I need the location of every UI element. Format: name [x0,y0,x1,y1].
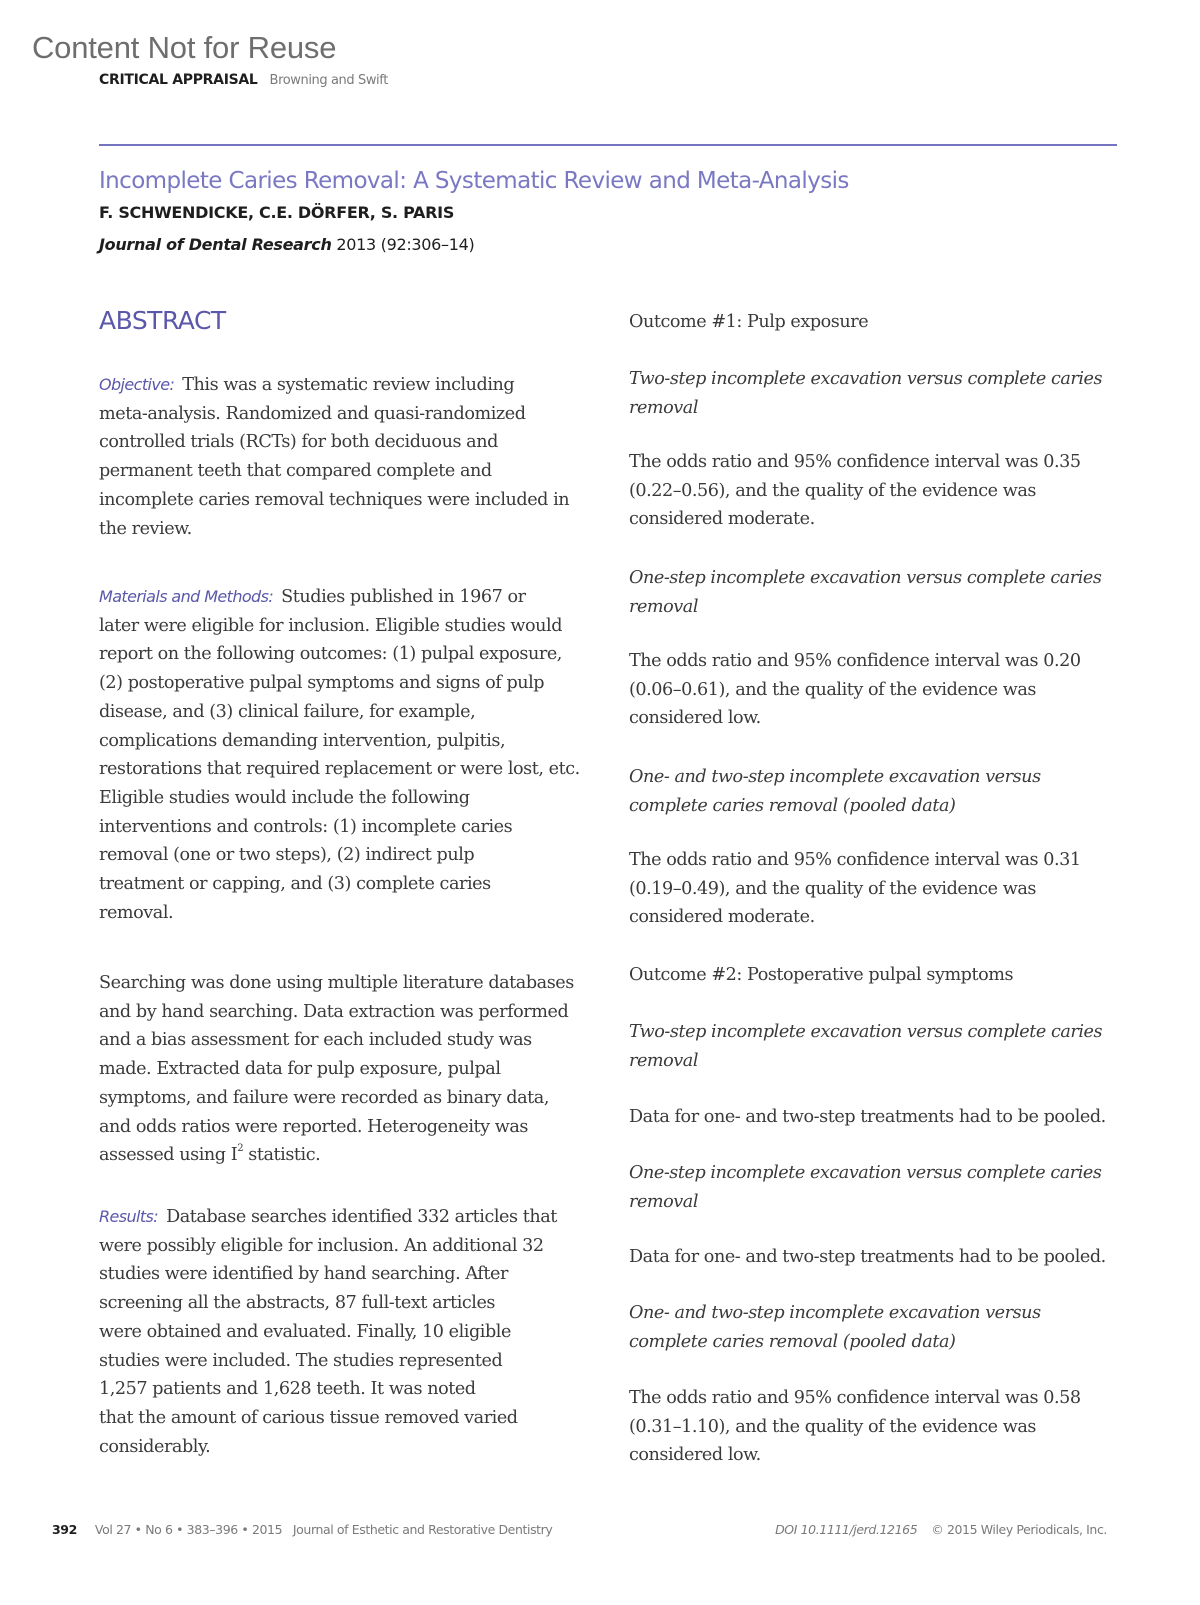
abstract-paragraph-line: studies were included. The studies represented [99,1350,503,1371]
comparison-subheading: removal [629,397,699,418]
abstract-paragraph-line: Eligible studies would include the following [99,787,470,808]
comparison-subheading: removal [629,596,699,617]
comparison-subheading: One- and two-step incomplete excavation versus [629,1303,1041,1323]
abstract-paragraph-line: removal (one or two steps), (2) indirect pulp [99,845,475,866]
footer-right [775,1522,1107,1537]
result-text: considered low. [629,1445,761,1466]
comparison-subheading: complete caries removal (pooled data) [629,1331,956,1352]
comparison-subheading: One-step incomplete excavation versus complete caries [629,1163,1102,1183]
article-title: Incomplete Caries Removal: A Systematic Review and Meta-Analysis [99,168,849,194]
abstract-paragraph-line: (2) postoperative pulpal symptoms and signs of pulp [99,673,545,694]
abstract-paragraph-line: were obtained and evaluated. Finally, 10 eligible [99,1321,511,1342]
line-text: Database searches identified 332 articles that [166,1207,557,1227]
result-text: considered moderate. [629,509,815,530]
abstract-paragraph-line: 1,257 patients and 1,628 teeth. It was noted [99,1379,476,1400]
watermark-text: Content Not for Reuse [32,30,337,65]
result-text: The odds ratio and 95% confidence interval was 0.35 [629,452,1081,472]
abstract-paragraph-line: complications demanding intervention, pulpitis, [99,730,506,751]
result-text: Data for one- and two-step treatments had to be pooled. [629,1247,1106,1267]
journal-name: Journal of Dental Research [99,235,332,254]
article-citation [99,235,474,254]
result-text: The odds ratio and 95% confidence interval was 0.31 [629,850,1081,870]
page-number: 392 [52,1522,77,1537]
comparison-subheading: Two-step incomplete excavation versus complete caries [629,1022,1103,1042]
comparison-subheading: removal [629,1050,699,1071]
abstract-paragraph-line: disease, and (3) clinical failure, for example, [99,701,476,722]
section-label: Materials and Methods: [99,587,274,606]
abstract-paragraph-line: symptoms, and failure were recorded as binary data, [99,1087,549,1108]
result-text: Data for one- and two-step treatments had to be pooled. [629,1107,1106,1127]
result-text: The odds ratio and 95% confidence interval was 0.20 [629,651,1081,671]
footer-journal: Journal of Esthetic and Restorative Dentistry [292,1522,553,1537]
abstract-paragraph-line [99,586,526,608]
superscript: 2 [237,1143,244,1155]
outcome-heading: Outcome #2: Postoperative pulpal symptoms [629,965,1014,985]
section-label: CRITICAL APPRAISAL [99,72,258,88]
abstract-paragraph-line: permanent teeth that compared complete and [99,461,492,482]
abstract-paragraph-line: and a bias assessment for each included study was [99,1030,532,1051]
comparison-subheading: complete caries removal (pooled data) [629,795,956,816]
abstract-paragraph-line: made. Extracted data for pulp exposure, pulpal [99,1059,501,1080]
abstract-paragraph-line: studies were identified by hand searching. After [99,1264,508,1285]
abstract-paragraph-line: report on the following outcomes: (1) pulpal exposure, [99,644,562,665]
outcome-heading: Outcome #1: Pulp exposure [629,312,869,332]
comparison-subheading: removal [629,1191,699,1212]
abstract-paragraph-line: the review. [99,518,192,539]
abstract-paragraph-line [99,374,514,396]
result-text: (0.31–1.10), and the quality of the evidence was [629,1416,1036,1437]
running-head [99,72,388,88]
abstract-paragraph-line: and by hand searching. Data extraction was performed [99,1001,569,1022]
abstract-paragraph-line: interventions and controls: (1) incomplete caries [99,816,513,837]
result-text: (0.19–0.49), and the quality of the evidence was [629,878,1036,899]
abstract-paragraph-line: treatment or capping, and (3) complete caries [99,874,491,894]
article-authors: F. SCHWENDICKE, C.E. DÖRFER, S. PARIS [99,203,455,222]
header-rule [99,144,1117,146]
section-label: Objective: [99,375,175,394]
line-text: Studies published in 1967 or [281,587,526,607]
line-text: This was a systematic review including [182,375,515,395]
abstract-paragraph-line: and odds ratios were reported. Heterogeneity was [99,1116,528,1137]
abstract-paragraph-line: were possibly eligible for inclusion. An additional 32 [99,1235,544,1256]
abstract-paragraph-line: restorations that required replacement or were lost, etc. [99,759,580,780]
abstract-paragraph-line: Searching was done using multiple literature databases [99,973,574,993]
abstract-paragraph-line: controlled trials (RCTs) for both deciduous and [99,432,498,453]
abstract-paragraph-line [99,1206,557,1228]
abstract-paragraph-line: screening all the abstracts, 87 full-text articles [99,1293,495,1314]
result-text: (0.22–0.56), and the quality of the evidence was [629,480,1036,501]
abstract-paragraph-line: incomplete caries removal techniques were included in [99,489,570,510]
abstract-paragraph-line: assessed using $I^2$ statistic. [99,1143,321,1166]
doi: DOI 10.1111/jerd.12165 [775,1522,918,1537]
copyright: © 2015 Wiley Periodicals, Inc. [931,1522,1107,1537]
comparison-subheading: Two-step incomplete excavation versus complete caries [629,369,1103,389]
abstract-paragraph-line: meta-analysis. Randomized and quasi-randomized [99,403,526,424]
journal-citation: 2013 (92:306–14) [331,235,475,254]
abstract-paragraph-line: later were eligible for inclusion. Eligible studies would [99,615,563,636]
result-text: The odds ratio and 95% confidence interval was 0.58 [629,1388,1081,1408]
abstract-paragraph-line: considerably. [99,1436,211,1457]
abstract-heading: ABSTRACT [99,306,226,335]
footer-left [52,1522,552,1537]
volume-info: Vol 27 • No 6 • 383–396 • 2015 [94,1522,283,1537]
result-text: considered moderate. [629,907,815,928]
result-text: (0.06–0.61), and the quality of the evidence was [629,679,1036,700]
abstract-paragraph-line: that the amount of carious tissue removed varied [99,1407,518,1428]
section-label: Results: [99,1207,159,1226]
comparison-subheading: One-step incomplete excavation versus complete caries [629,568,1102,588]
comparison-subheading: One- and two-step incomplete excavation versus [629,767,1041,787]
abstract-paragraph-line: removal. [99,902,174,923]
result-text: considered low. [629,708,761,729]
running-head-authors: Browning and Swift [269,73,388,88]
